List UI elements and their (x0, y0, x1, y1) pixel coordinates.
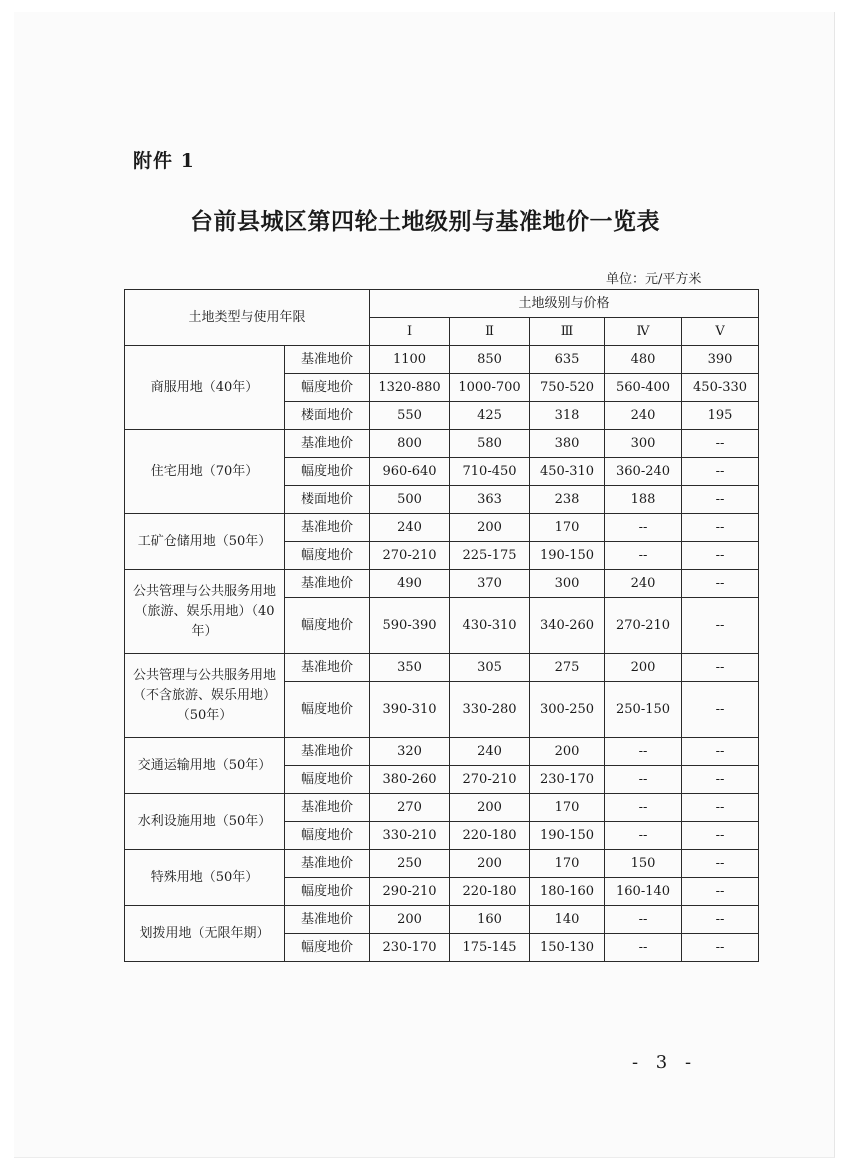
price-value: -- (682, 878, 759, 906)
price-value: 635 (530, 346, 605, 374)
price-value: 710-450 (450, 458, 530, 486)
table-row (125, 738, 759, 766)
price-value: 850 (450, 346, 530, 374)
price-value: -- (605, 794, 682, 822)
price-value: 750-520 (530, 374, 605, 402)
price-value: 270 (370, 794, 450, 822)
unit-note: 单位：元/平方米 (606, 272, 702, 287)
price-value: 200 (370, 906, 450, 934)
price-value: 230-170 (530, 766, 605, 794)
price-value: 240 (370, 514, 450, 542)
price-value: -- (605, 738, 682, 766)
price-value: 480 (605, 346, 682, 374)
price-kind: 幅度地价 (285, 542, 370, 570)
price-value: 220-180 (450, 878, 530, 906)
price-kind: 基准地价 (285, 430, 370, 458)
price-value: -- (605, 766, 682, 794)
price-value: 300 (605, 430, 682, 458)
table-row (125, 850, 759, 878)
price-value: 200 (530, 738, 605, 766)
price-value: 170 (530, 794, 605, 822)
price-value: 225-175 (450, 542, 530, 570)
table-row (125, 794, 759, 822)
price-value: 560-400 (605, 374, 682, 402)
price-value: 240 (605, 402, 682, 430)
price-value: 195 (682, 402, 759, 430)
attachment-label: 附件 1 (133, 150, 195, 172)
table-row (125, 514, 759, 542)
price-value: 270-210 (605, 598, 682, 654)
price-value: 320 (370, 738, 450, 766)
price-kind: 基准地价 (285, 794, 370, 822)
price-value: -- (682, 458, 759, 486)
price-kind: 幅度地价 (285, 822, 370, 850)
price-value: -- (682, 514, 759, 542)
price-value: 188 (605, 486, 682, 514)
grade-header: Ⅱ (450, 318, 530, 346)
category-name: 交通运输用地（50年） (125, 738, 285, 794)
price-value: 800 (370, 430, 450, 458)
price-value: -- (682, 654, 759, 682)
price-value: 380-260 (370, 766, 450, 794)
price-value: 350 (370, 654, 450, 682)
price-value: 300 (530, 570, 605, 598)
price-value: -- (682, 738, 759, 766)
price-value: 390-310 (370, 682, 450, 738)
price-value: 270-210 (450, 766, 530, 794)
price-value: 190-150 (530, 542, 605, 570)
price-kind: 幅度地价 (285, 766, 370, 794)
price-value: 1320-880 (370, 374, 450, 402)
price-value: -- (605, 514, 682, 542)
header-grade-price: 土地级别与价格 (370, 290, 759, 318)
price-value: 270-210 (370, 542, 450, 570)
category-name: 公共管理与公共服务用地（不含旅游、娱乐用地）（50年） (125, 654, 285, 738)
header-type-period: 土地类型与使用年限 (125, 290, 370, 346)
price-kind: 幅度地价 (285, 374, 370, 402)
price-value: -- (682, 486, 759, 514)
price-value: 200 (605, 654, 682, 682)
price-value: 340-260 (530, 598, 605, 654)
price-value: -- (682, 822, 759, 850)
price-value: 330-210 (370, 822, 450, 850)
price-value: -- (682, 430, 759, 458)
price-value: -- (682, 598, 759, 654)
price-kind: 幅度地价 (285, 682, 370, 738)
price-value: 305 (450, 654, 530, 682)
price-value: 170 (530, 850, 605, 878)
price-value: 140 (530, 906, 605, 934)
price-value: 500 (370, 486, 450, 514)
price-value: 230-170 (370, 934, 450, 962)
category-name: 特殊用地（50年） (125, 850, 285, 906)
price-value: -- (682, 850, 759, 878)
land-price-table (124, 289, 759, 962)
price-kind: 基准地价 (285, 346, 370, 374)
price-value: 160 (450, 906, 530, 934)
price-value: 380 (530, 430, 605, 458)
price-value: 590-390 (370, 598, 450, 654)
table-row (125, 430, 759, 458)
price-value: 250-150 (605, 682, 682, 738)
category-name: 商服用地（40年） (125, 346, 285, 430)
price-value: 275 (530, 654, 605, 682)
price-value: -- (605, 822, 682, 850)
price-value: 170 (530, 514, 605, 542)
price-value: -- (682, 934, 759, 962)
price-value: 240 (450, 738, 530, 766)
price-value: 550 (370, 402, 450, 430)
price-kind: 幅度地价 (285, 458, 370, 486)
price-value: 318 (530, 402, 605, 430)
page-title: 台前县城区第四轮土地级别与基准地价一览表 (190, 208, 660, 235)
category-name: 住宅用地（70年） (125, 430, 285, 514)
price-kind: 基准地价 (285, 570, 370, 598)
price-value: -- (605, 934, 682, 962)
price-kind: 楼面地价 (285, 486, 370, 514)
price-value: -- (682, 570, 759, 598)
table-row (125, 906, 759, 934)
price-value: -- (682, 682, 759, 738)
price-value: 450-310 (530, 458, 605, 486)
price-value: -- (605, 542, 682, 570)
grade-header: Ⅲ (530, 318, 605, 346)
category-name: 公共管理与公共服务用地（旅游、娱乐用地）（40年） (125, 570, 285, 654)
page-number: - 3 - (632, 1052, 698, 1073)
price-kind: 基准地价 (285, 906, 370, 934)
price-value: 238 (530, 486, 605, 514)
price-value: 175-145 (450, 934, 530, 962)
price-value: -- (682, 794, 759, 822)
price-kind: 楼面地价 (285, 402, 370, 430)
price-value: 190-150 (530, 822, 605, 850)
price-value: 250 (370, 850, 450, 878)
price-value: 160-140 (605, 878, 682, 906)
price-value: 390 (682, 346, 759, 374)
price-value: 300-250 (530, 682, 605, 738)
grade-header: Ⅴ (682, 318, 759, 346)
price-value: 370 (450, 570, 530, 598)
price-kind: 幅度地价 (285, 934, 370, 962)
price-value: -- (682, 906, 759, 934)
price-value: -- (682, 766, 759, 794)
price-value: 200 (450, 514, 530, 542)
grade-header: Ⅰ (370, 318, 450, 346)
price-value: 1000-700 (450, 374, 530, 402)
price-kind: 基准地价 (285, 738, 370, 766)
price-value: 290-210 (370, 878, 450, 906)
price-value: 180-160 (530, 878, 605, 906)
price-kind: 基准地价 (285, 654, 370, 682)
category-name: 工矿仓储用地（50年） (125, 514, 285, 570)
price-value: 200 (450, 850, 530, 878)
price-value: 960-640 (370, 458, 450, 486)
price-value: 220-180 (450, 822, 530, 850)
price-value: 490 (370, 570, 450, 598)
price-value: 200 (450, 794, 530, 822)
price-value: 1100 (370, 346, 450, 374)
category-name: 划拨用地（无限年期） (125, 906, 285, 962)
price-value: 580 (450, 430, 530, 458)
price-kind: 幅度地价 (285, 878, 370, 906)
price-kind: 基准地价 (285, 514, 370, 542)
price-value: 430-310 (450, 598, 530, 654)
price-value: 330-280 (450, 682, 530, 738)
price-value: -- (682, 542, 759, 570)
price-value: 450-330 (682, 374, 759, 402)
price-value: -- (605, 906, 682, 934)
table-row (125, 654, 759, 682)
price-value: 360-240 (605, 458, 682, 486)
price-value: 425 (450, 402, 530, 430)
category-name: 水利设施用地（50年） (125, 794, 285, 850)
price-value: 150-130 (530, 934, 605, 962)
price-value: 240 (605, 570, 682, 598)
grade-header: Ⅳ (605, 318, 682, 346)
price-kind: 幅度地价 (285, 598, 370, 654)
table-body (125, 346, 759, 962)
price-value: 363 (450, 486, 530, 514)
table-row (125, 570, 759, 598)
table-row (125, 346, 759, 374)
price-kind: 基准地价 (285, 850, 370, 878)
price-value: 150 (605, 850, 682, 878)
